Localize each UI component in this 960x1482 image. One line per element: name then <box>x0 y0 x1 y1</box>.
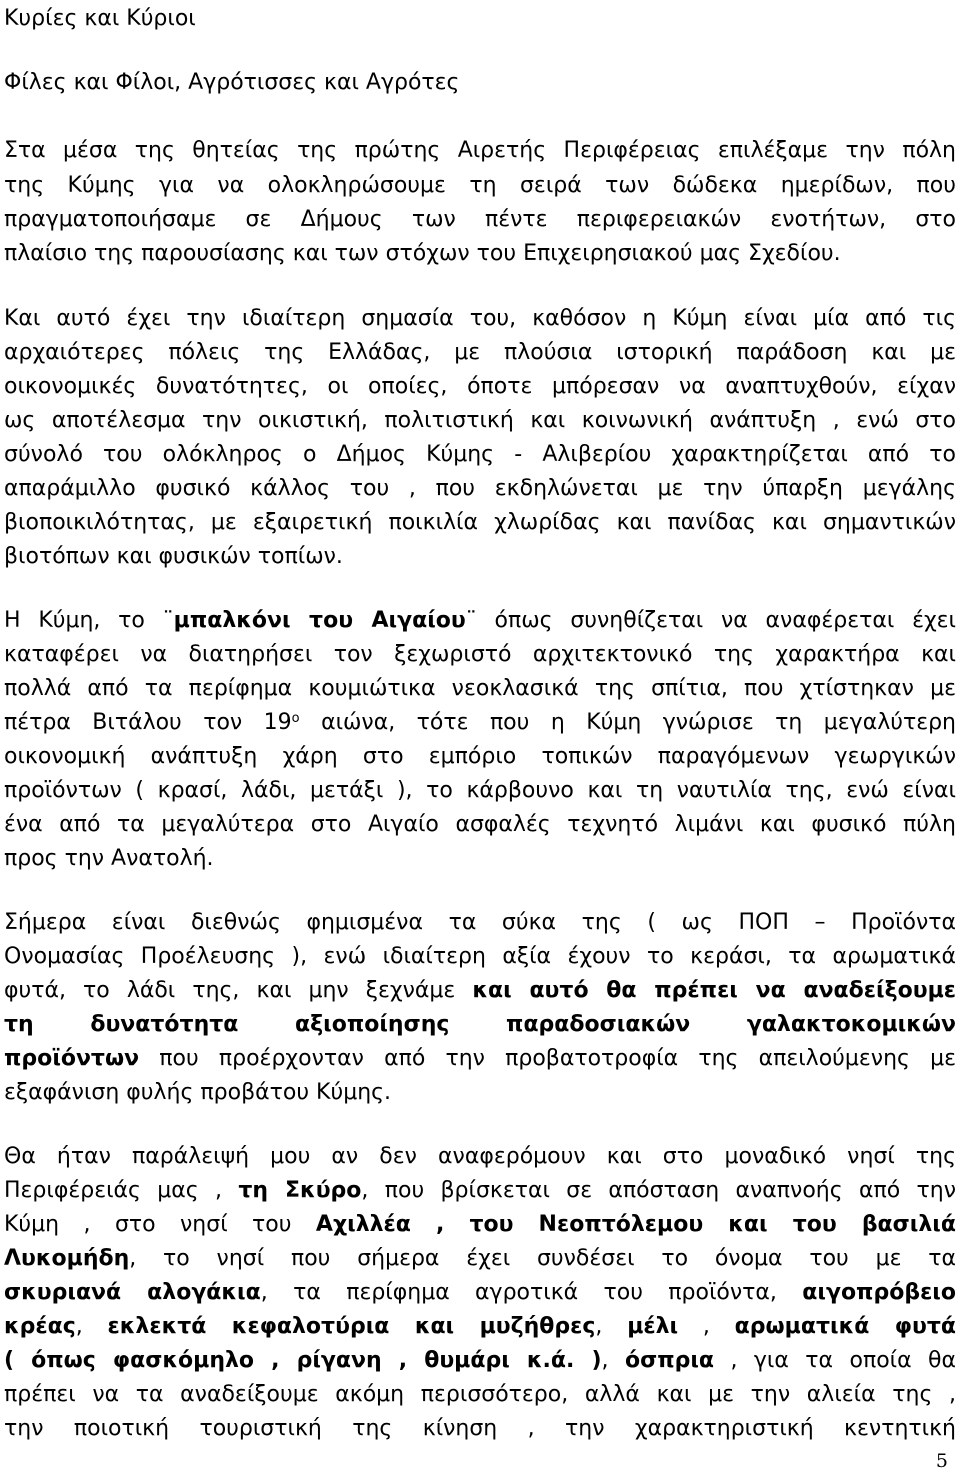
paragraph-1-line: πλαίσιο της παρουσίασης και των στόχων του Επιχειρησιακού μας Σχεδίου. <box>4 241 841 266</box>
text-run: , για τα οποία θα <box>714 1348 956 1373</box>
paragraph-5-line: την ποιοτική τουριστική της κίνηση , την χαρακτηριστική κεντητική <box>4 1416 956 1441</box>
bold-phrase: μέλι <box>627 1314 679 1339</box>
paragraph-1-line: της Κύμης για να ολοκληρώσουμε τη σειρά των δώδεκα ημερίδων, που <box>4 173 956 198</box>
paragraph-4-line <box>4 1044 956 1074</box>
paragraph-2-line: ως αποτέλεσμα την οικιστική, πολιτιστική και κοινωνική ανάπτυξη , ενώ στο <box>4 408 956 433</box>
paragraph-3-line: οικονομική ανάπτυξη χάρη στο εμπόριο τοπικών παραγόμενων γεωργικών <box>4 744 956 769</box>
paragraph-3-line <box>4 606 956 636</box>
paragraph-5-line <box>4 1176 956 1206</box>
bold-phrase: Αχιλλέα , του Νεοπτόλεμου και του βασιλιά <box>315 1212 956 1237</box>
bold-phrase: όσπρια <box>624 1348 715 1373</box>
bold-phrase: προϊόντων <box>4 1046 140 1071</box>
paragraph-3-line: προς την Ανατολή. <box>4 846 214 871</box>
paragraph-5-line: πρέπει να τα αναδείξουμε ακόμη περισσότερο, αλλά και με την αλιεία της , <box>4 1382 956 1407</box>
text-run: φυτά, το λάδι της, και μην ξεχνάμε <box>4 978 473 1003</box>
paragraph-2-line: σύνολό του ολόκληρος ο Δήμος Κύμης - Αλιβερίου χαρακτηρίζεται από το <box>4 442 956 467</box>
paragraph-2-line: αρχαιότερες πόλεις της Ελλάδας, με πλούσια ιστορική παράδοση και με <box>4 340 956 365</box>
text-run: ¨ όπως συνηθίζεται να αναφέρεται έχει <box>465 608 957 633</box>
text-run: πέτρα Βιτάλου τον 19 <box>4 710 292 735</box>
paragraph-4-line: εξαφάνιση φυλής προβάτου Κύμης. <box>4 1080 392 1105</box>
text-run: , που βρίσκεται σε απόσταση αναπνοής από την <box>361 1178 956 1203</box>
salutation-line-2: Φίλες και Φίλοι, Αγρότισσες και Αγρότες <box>4 70 460 95</box>
bold-phrase: ( όπως φασκόμηλο , ρίγανη , θυμάρι κ.ά. ) <box>4 1348 602 1373</box>
bold-phrase: αρωματικά φυτά <box>734 1314 956 1339</box>
paragraph-2-line: Και αυτό έχει την ιδιαίτερη σημασία του, καθόσον η Κύμη είναι μία από τις <box>4 306 956 331</box>
paragraph-4-line <box>4 1010 956 1040</box>
paragraph-3-line: ένα από τα μεγαλύτερα στο Αιγαίο ασφαλές τεχνητό λιμάνι και φυσικό πύλη <box>4 812 956 837</box>
bold-phrase: Λυκομήδη <box>4 1246 130 1271</box>
paragraph-2-line: βιοποικιλότητας, με εξαιρετική ποικιλία χλωρίδας και πανίδας και σημαντικών <box>4 510 956 535</box>
text-run: , <box>601 1348 625 1373</box>
bold-phrase: εκλεκτά κεφαλοτύρια και μυζήθρες <box>107 1314 596 1339</box>
paragraph-2-line: βιοτόπων και φυσικών τοπίων. <box>4 544 343 569</box>
paragraph-3-line <box>4 708 956 738</box>
paragraph-3-line: προϊόντων ( κρασί, λάδι, μετάξι ), το κάρβουνο και τη ναυτιλία της, ενώ είναι <box>4 778 956 803</box>
text-run: Η Κύμη, το ¨ <box>4 608 174 633</box>
paragraph-1-line: Στα μέσα της θητείας της πρώτης Αιρετής Περιφέρειας επιλέξαμε την πόλη <box>4 138 956 163</box>
paragraph-5-line <box>4 1278 956 1308</box>
paragraph-4-line: Σήμερα είναι διεθνώς φημισμένα τα σύκα της ( ως ΠΟΠ – Προϊόντα <box>4 910 956 935</box>
paragraph-4-line: Ονομασίας Προέλευσης ), ενώ ιδιαίτερη αξία έχουν το κεράσι, τα αρωματικά <box>4 944 956 969</box>
text-run: , το νησί που σήμερα έχει συνδέσει το όνομα του με τα <box>129 1246 956 1271</box>
bold-phrase: και αυτό θα πρέπει να αναδείξουμε <box>472 978 957 1003</box>
paragraph-4-line <box>4 976 956 1006</box>
paragraph-5-line: Θα ήταν παράλειψή μου αν δεν αναφερόμουν και στο μοναδικό νησί της <box>4 1144 956 1169</box>
bold-phrase: κρέας <box>4 1314 76 1339</box>
text-run: , <box>678 1314 735 1339</box>
page-number: 5 <box>935 1450 948 1472</box>
text-run: αιώνα, τότε που η Κύμη γνώρισε τη μεγαλύτερη <box>299 710 956 735</box>
bold-phrase: τη Σκύρο <box>238 1178 362 1203</box>
text-run: που προέρχονταν από την προβατοτροφία της απειλούμενης με <box>139 1046 956 1071</box>
text-run: Περιφέρειάς μας , <box>4 1178 239 1203</box>
text-run: , τα περίφημα αγροτικά του προϊόντα, <box>260 1280 803 1305</box>
bold-phrase: μπαλκόνι του Αιγαίου <box>173 608 466 633</box>
bold-phrase: τη δυνατότητα αξιοποίησης παραδοσιακών γαλακτοκομικών <box>4 1012 956 1037</box>
paragraph-5-line <box>4 1346 956 1376</box>
paragraph-1-line: πραγματοποιήσαμε σε Δήμους των πέντε περιφερειακών ενοτήτων, στο <box>4 207 956 232</box>
text-run: , <box>75 1314 108 1339</box>
paragraph-5-line <box>4 1312 956 1342</box>
bold-phrase: αιγοπρόβειο <box>802 1280 956 1305</box>
bold-phrase: σκυριανά αλογάκια <box>4 1280 261 1305</box>
superscript: ο <box>291 711 300 726</box>
paragraph-5-line <box>4 1244 956 1274</box>
paragraph-3-line: καταφέρει να διατηρήσει τον ξεχωριστό αρχιτεκτονικό της χαρακτήρα και <box>4 642 956 667</box>
text-run: Κύμη , στο νησί του <box>4 1212 316 1237</box>
paragraph-2-line: απαράμιλλο φυσικό κάλλος του , που εκδηλώνεται με την ύπαρξη μεγάλης <box>4 476 956 501</box>
paragraph-5-line <box>4 1210 956 1240</box>
paragraph-3-line: πολλά από τα περίφημα κουμιώτικα νεοκλασικά της σπίτια, που χτίστηκαν με <box>4 676 956 701</box>
text-run: , <box>595 1314 628 1339</box>
salutation-line-1: Κυρίες και Κύριοι <box>4 6 196 31</box>
paragraph-2-line: οικονομικές δυνατότητες, οι οποίες, όποτε μπόρεσαν να αναπτυχθούν, είχαν <box>4 374 956 399</box>
